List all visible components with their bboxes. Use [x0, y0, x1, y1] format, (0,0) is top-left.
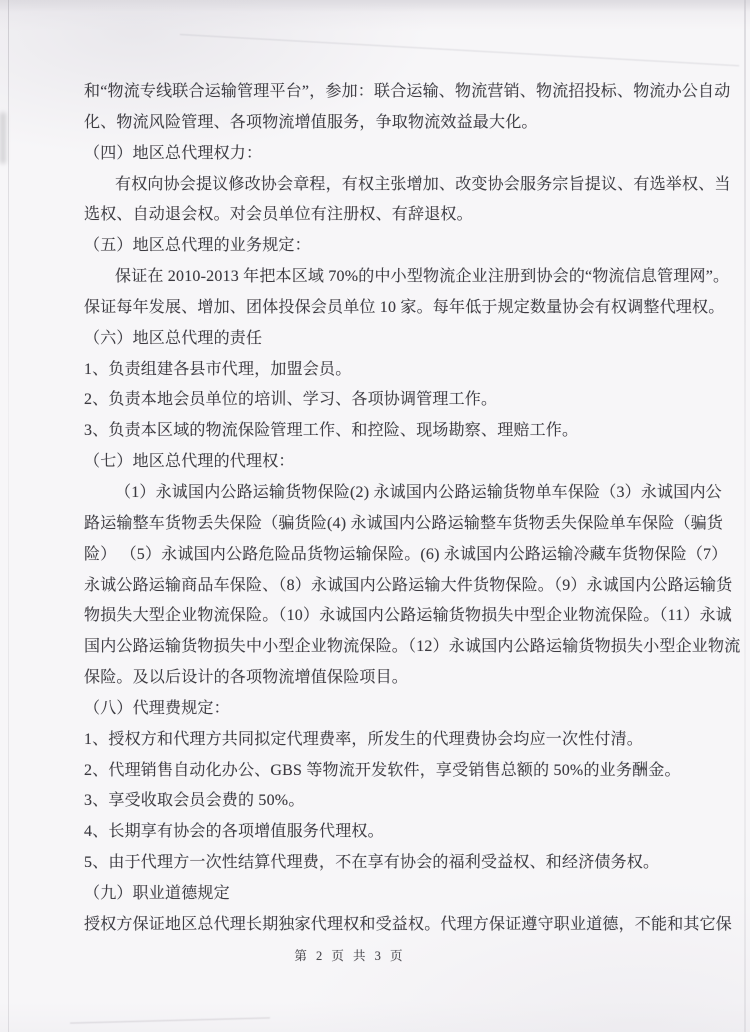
text-line: 3、负责本区域的物流保险管理工作、和控险、现场勘察、理赔工作。 — [84, 422, 579, 440]
scan-shadow-top — [0, 0, 750, 12]
text-line: 1、授权方和代理方共同拟定代理费率，所发生的代理费协会均应一次性付清。 — [84, 730, 644, 748]
scan-edge-left — [8, 0, 9, 1032]
text-line: （四）地区总代理权力： — [84, 144, 263, 162]
text-line: 保证每年发展、增加、团体投保会员单位 10 家。每年低于规定数量协会有权调整代理权。 — [84, 298, 725, 316]
text-line: 选权、自动退会权。对会员单位有注册权、有辞退权。 — [84, 206, 473, 224]
text-line: 化、物流风险管理、各项物流增值服务，争取物流效益最大化。 — [84, 113, 538, 131]
text-line: 和“物流专线联合运输管理平台”，参加：联合运输、物流营销、物流招投标、物流办公自动 — [84, 83, 731, 100]
text-line: 2、负责本地会员单位的培训、学习、各项协调管理工作。 — [84, 391, 498, 409]
text-line: 1、负责组建各县市代理，加盟会员。 — [84, 360, 352, 378]
text-line: （九）职业道德规定 — [84, 884, 230, 902]
text-line: 5、由于代理方一次性结算代理费，不在享有协会的福利受益权、和经济债务权。 — [84, 854, 660, 872]
scan-crease-bottom — [70, 1017, 270, 1023]
text-line: （五）地区总代理的业务规定： — [84, 237, 311, 255]
text-line: 3、享受收取会员会费的 50%。 — [84, 792, 305, 810]
text-line: 永诚公路运输商品车保险、（8）永诚国内公路运输大件货物保险。（9）永诚国内公路运输货 — [84, 576, 733, 594]
page-number-footer: 第 2 页 共 3 页 — [294, 949, 406, 963]
document-text — [84, 77, 741, 941]
text-line: （八）代理费规定： — [84, 699, 230, 717]
scan-smudge — [0, 112, 6, 164]
text-line: 国内公路运输货物损失中小型企业物流保险。（12）永诚国内公路运输货物损失小型企业物流 — [84, 638, 741, 656]
scan-edge-right — [744, 0, 746, 1032]
text-line: 有权向协会提议修改协会章程，有权主张增加、改变协会服务宗旨提议、有选举权、当 — [115, 175, 731, 193]
text-line: 保险。及以后设计的各项物流增值保险项目。 — [84, 669, 409, 687]
text-line: 保证在 2010-2013 年把本区域 70%的中小型物流企业注册到协会的“物流信息管理网”。 — [115, 268, 730, 286]
text-line: 2、代理销售自动化办公、GBS 等物流开发软件，享受销售总额的 50%的业务酬金。 — [84, 761, 681, 779]
text-line: （1）永诚国内公路运输货物保险(2) 永诚国内公路运输货物单车保险（3）永诚国内公 — [115, 483, 722, 501]
text-line: （六）地区总代理的责任 — [84, 329, 263, 347]
text-line: 险） （5）永诚国内公路危险品货物运输保险。(6) 永诚国内公路运输冷藏车货物保险（7） — [84, 545, 728, 563]
text-line: 物损失大型企业物流保险。（10）永诚国内公路运输货物损失中型企业物流保险。（11）永诚 — [84, 607, 733, 625]
text-line: 路运输整车货物丢失保险（骗货险(4) 永诚国内公路运输整车货物丢失保险单车保险（骗货 — [84, 514, 724, 532]
text-line: 授权方保证地区总代理长期独家代理权和受益权。代理方保证遵守职业道德，不能和其它保 — [84, 915, 733, 933]
text-line: 4、长期享有协会的各项增值服务代理权。 — [84, 823, 384, 841]
scan-crease-top — [180, 34, 739, 66]
text-line: （七）地区总代理的代理权： — [84, 453, 295, 471]
